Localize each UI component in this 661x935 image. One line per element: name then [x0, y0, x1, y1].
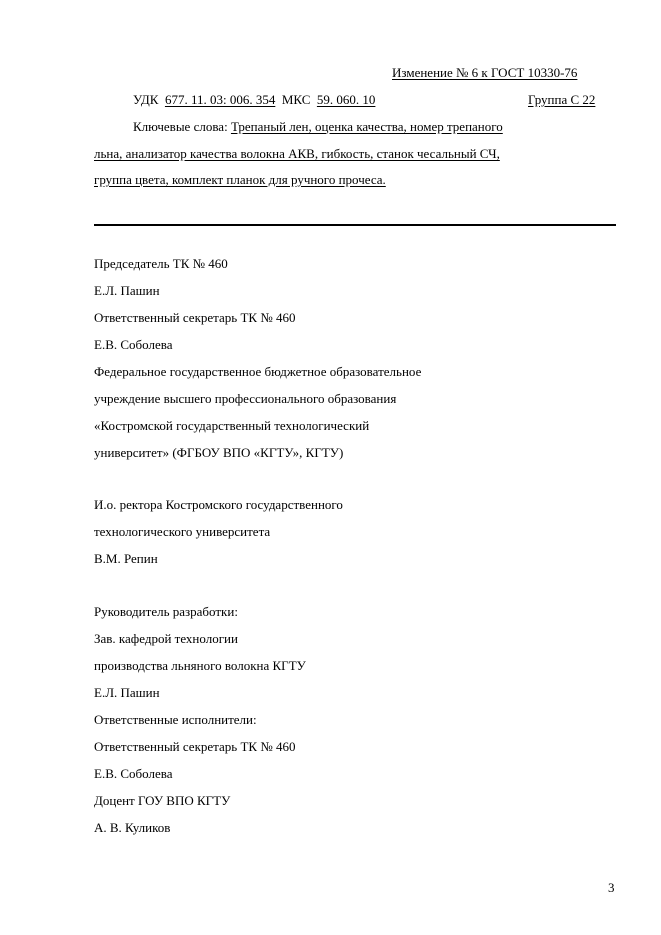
keywords-label: Ключевые слова: [133, 119, 228, 134]
signature-line: учреждение высшего профессионального образования [94, 391, 397, 406]
signature-line: В.М. Репин [94, 551, 158, 566]
signature-line: Доцент ГОУ ВПО КГТУ [94, 793, 231, 808]
udk-value: 677. 11. 03: 006. 354 [164, 92, 276, 107]
signature-line: Федеральное государственное бюджетное образовательное [94, 364, 422, 379]
keywords-text-3: группа цвета, комплект планок для ручного прочеса. [94, 172, 386, 187]
signature-line: университет» (ФГБОУ ВПО «КГТУ», КГТУ) [94, 445, 344, 460]
signature-line: «Костромской государственный технологический [94, 418, 370, 433]
signature-line: И.о. ректора Костромского государственного [94, 497, 343, 512]
signature-line: производства льняного волокна КГТУ [94, 658, 306, 673]
mks-value: 59. 060. 10 [316, 92, 376, 107]
signature-line: технологического университета [94, 524, 271, 539]
signature-line: Председатель ТК № 460 [94, 256, 228, 271]
udk-label: УДК [133, 92, 159, 107]
signature-line: Ответственный секретарь ТК № 460 [94, 739, 296, 754]
keywords-text-1: Трепаный лен, оценка качества, номер трепаного [230, 119, 503, 134]
signature-line: Зав. кафедрой технологии [94, 631, 238, 646]
keywords-line-1 [133, 119, 503, 135]
signature-line: Е.В. Соболева [94, 337, 173, 352]
signature-line: А. В. Куликов [94, 820, 171, 835]
signature-line: Ответственный секретарь ТК № 460 [94, 310, 296, 325]
horizontal-rule [94, 224, 616, 226]
signature-line: Е.Л. Пашин [94, 685, 160, 700]
group-code: Группа С 22 [528, 92, 596, 107]
signature-line: Е.Л. Пашин [94, 283, 160, 298]
mks-label: МКС [281, 92, 311, 107]
page-number: 3 [608, 880, 615, 895]
change-notice: Изменение № 6 к ГОСТ 10330-76 [392, 65, 578, 80]
signature-line: Ответственные исполнители: [94, 712, 257, 727]
keywords-text-2: льна, анализатор качества волокна АКВ, гибкость, станок чесальный СЧ, [94, 146, 500, 161]
signature-line: Е.В. Соболева [94, 766, 173, 781]
udk-line [133, 92, 375, 108]
signature-line: Руководитель разработки: [94, 604, 238, 619]
